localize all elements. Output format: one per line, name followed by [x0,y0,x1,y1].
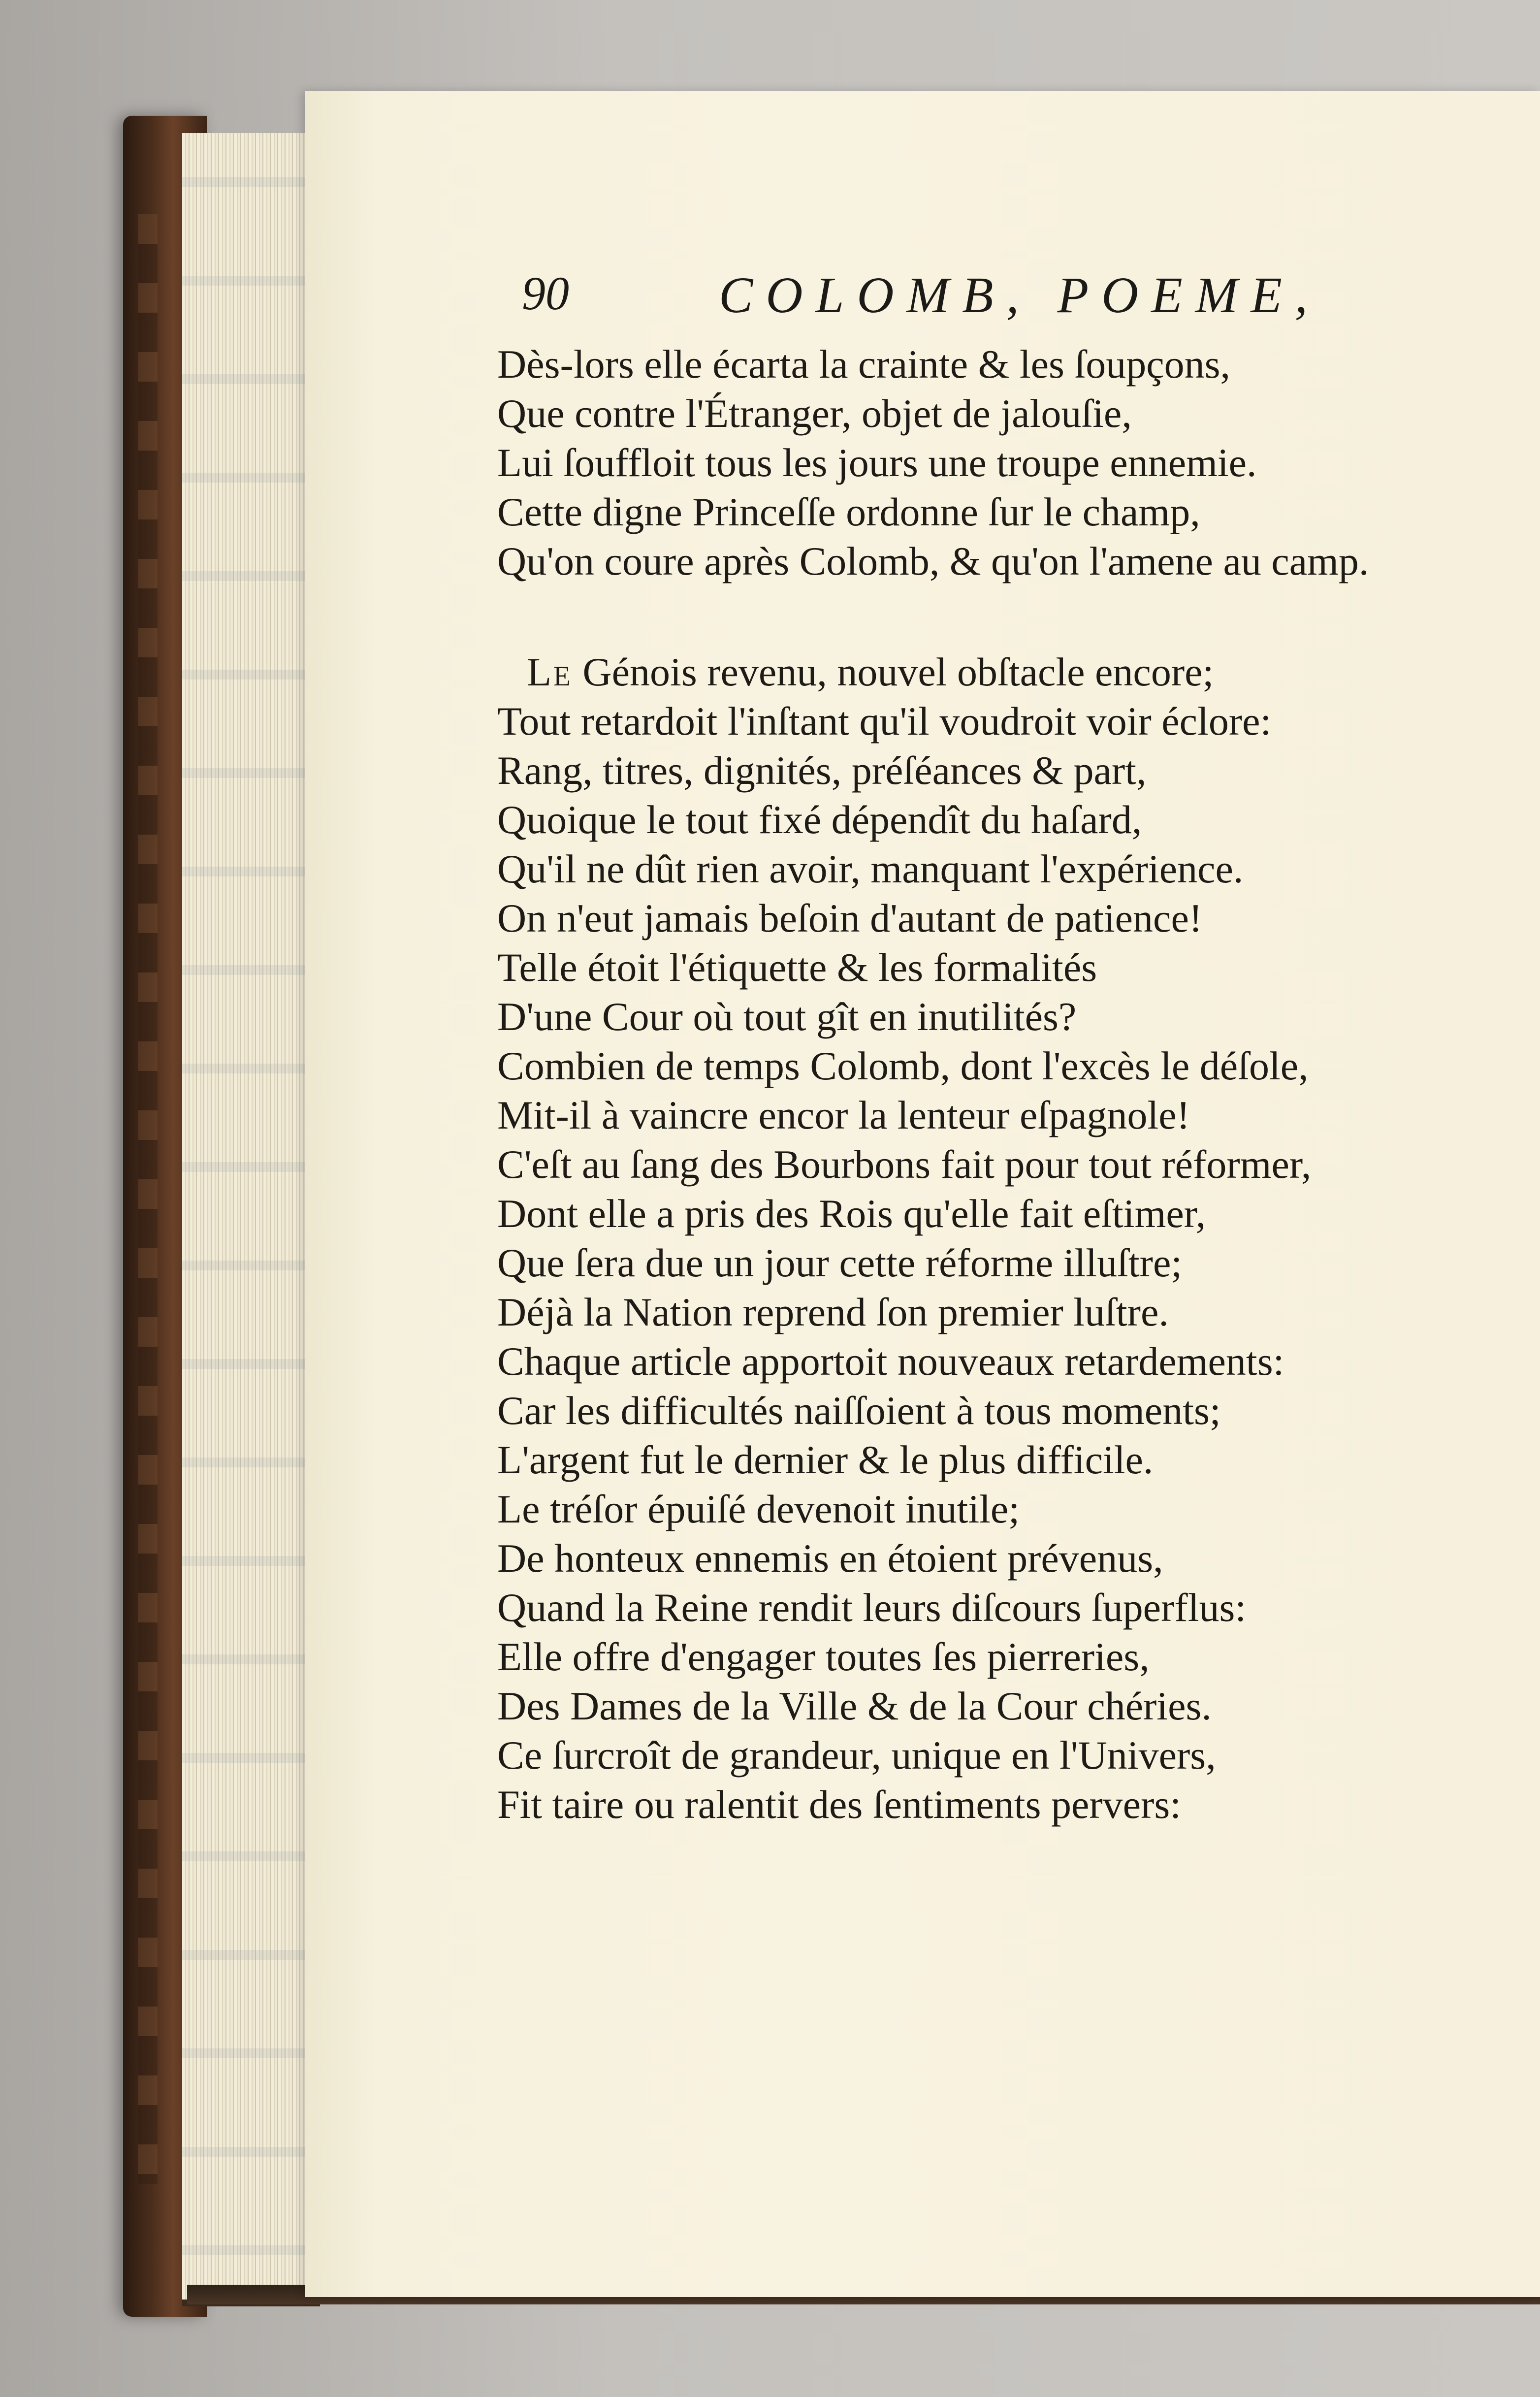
verse-line: Cette digne Princeſſe ordonne ſur le champ, [497,489,1200,534]
verse-line: Qu'il ne dût rien avoir, manquant l'expérience. [497,846,1244,891]
verse-line: Le tréſor épuiſé devenoit inutile; [497,1487,1020,1531]
verse-line: Combien de temps Colomb, dont l'excès le déſole, [497,1043,1309,1088]
verse-line: Ce ſurcroît de grandeur, unique en l'Univers, [497,1733,1216,1778]
verse-line: Qu'on coure après Colomb, & qu'on l'amene au camp. [497,539,1369,583]
verse-line: Car les difficultés naiſſoient à tous moments; [497,1388,1221,1433]
verse-line: Mit-il à vaincre encor la lenteur eſpagnole! [497,1093,1190,1137]
verse-line: On n'eut jamais beſoin d'autant de patience! [497,896,1203,940]
verse-line: Rang, titres, dignités, préſéances & part, [497,748,1147,793]
page-header [522,266,1408,325]
verse-line: De honteux ennemis en étoient prévenus, [497,1536,1163,1581]
verse-line: Déjà la Nation reprend ſon premier luſtre. [497,1290,1169,1334]
stanza-2 [497,648,1311,1829]
stanza-1 [497,340,1369,586]
initial-small-caps: Le [527,649,573,694]
page-edges [182,133,320,2306]
verse-line: Quand la Reine rendit leurs diſcours ſuperflus: [497,1585,1247,1630]
verse-line: Fit taire ou ralentit des ſentiments pervers: [497,1782,1182,1827]
verse-line: D'une Cour où tout gît en inutilités? [497,994,1077,1039]
verse-line: Dont elle a pris des Rois qu'elle fait eſtimer, [497,1191,1206,1236]
verse-line: Des Dames de la Ville & de la Cour chéries. [497,1684,1212,1728]
verse-line: Quoique le tout fixé dépendît du haſard, [497,797,1142,842]
verse-line: Que contre l'Étranger, objet de jalouſie, [497,391,1132,436]
verse-line: Telle étoit l'étiquette & les formalités [497,945,1097,990]
verse-line: Chaque article apportoit nouveaux retardements: [497,1339,1284,1384]
verse-line-first [497,648,1311,697]
running-head: COLOMB, POEME, [719,267,1320,324]
verse-line: L'argent fut le dernier & le plus difficile. [497,1437,1154,1482]
verse-line: Lui ſouffloit tous les jours une troupe ennemie. [497,440,1257,485]
verse-line: Tout retardoit l'inſtant qu'il voudroit voir éclore: [497,699,1272,744]
verse-line: Que ſera due un jour cette réforme illuſtre; [497,1240,1183,1285]
first-line-rest: Génois revenu, nouvel obſtacle encore; [572,649,1214,694]
verse-line: Dès-lors elle écarta la crainte & les ſoupçons, [497,342,1231,387]
page-number: 90 [522,267,569,320]
verse-line: Elle offre d'engager toutes ſes pierreries, [497,1634,1150,1679]
verse-line: C'eſt au ſang des Bourbons fait pour tout réformer, [497,1142,1312,1187]
